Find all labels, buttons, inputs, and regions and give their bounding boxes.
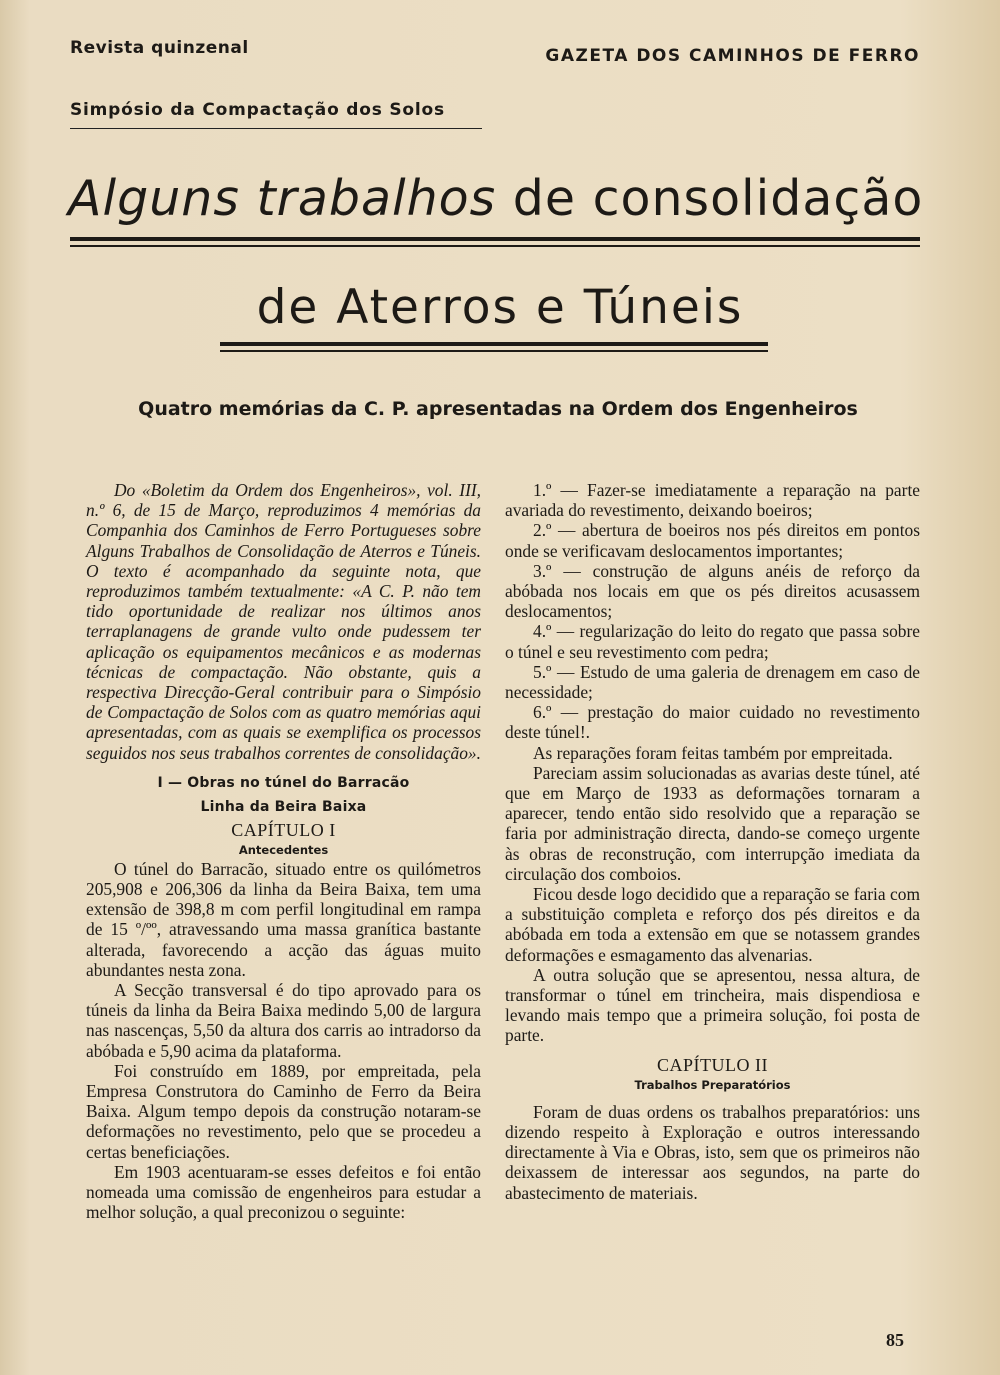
title2-rule-thin — [220, 350, 768, 352]
chapter-heading: CAPÍTULO II — [657, 1054, 768, 1075]
list-item: 4.º — regularização do leito do regato que passa sobre o túnel e seu revestimento com pedra; — [505, 621, 920, 662]
list-item: 1.º — Fazer-se imediatamente a reparação na parte avariada do revestimento, deixando boeiros; — [505, 480, 920, 521]
title-word-4: consolidação — [592, 170, 924, 227]
list-item: 5.º — Estudo de uma galeria de drenagem em caso de necessidade; — [505, 661, 920, 703]
section-heading: I — Obras no túnel do Barracão — [157, 774, 410, 791]
body-paragraph: O túnel do Barracão, situado entre os quilómetros 205,908 e 206,306 da linha da Beira Baixa, tem uma extensão de 398,8 m com perfil longitudinal em rampa de 15 º/ºº, atravessando uma massa granítica bastante alterada, favorecendo a acção das águas muito abundantes nesta zona. — [86, 858, 481, 980]
body-paragraph: As reparações foram feitas também por empreitada. — [533, 742, 893, 763]
body-paragraph: Ficou desde logo decidido que a reparação se faria com a substituição completa e reforço dos pés direitos e da abóbada em toda a extensão em que se notassem grandes deformações e esmagamento das alvenarias. — [505, 884, 920, 965]
header-magazine-title: GAZETA DOS CAMINHOS DE FERRO — [545, 46, 920, 66]
spacer — [505, 1046, 920, 1054]
body-paragraph: Foi construído em 1889, por empreitada, pela Empresa Construtora do Caminho de Ferro da Beira Baixa. Algum tempo depois da construção notaram-se deformações no revestimento, pelo que se procedeu a certas beneficiações. — [86, 1060, 481, 1162]
article-title-line1 — [68, 170, 923, 227]
section-label-rule — [70, 128, 482, 129]
right-column — [505, 480, 920, 1203]
intro-paragraph: Do «Boletim da Ordem dos Engenheiros», vol. III, n.º 6, de 15 de Março, reproduzimos 4 memórias da Companhia dos Caminhos de Ferro Portugueses sobre Alguns Trabalhos de Consolidação de Aterros e Túneis. O texto é acompanhado da seguinte nota, que reproduzimos também textualmente: «A C. P. não tem tido oportunidade de realizar nos últimos anos terraplanagens de grande vulto onde pudessem ter aplicação os equipamentos mecânicos e as modernas técnicas de compactação. Não obstante, quis a respectiva Direcção-Geral contribuir para o Simpósio de Compactação de Solos com as quatro memórias aqui apresentadas, com as quais se exemplifica os processos seguidos nos seus trabalhos correntes de consolidação». — [86, 480, 481, 763]
list-item: 2.º — abertura de boeiros nos pés direitos em pontos onde se verificavam deslocamentos importantes; — [505, 520, 920, 561]
spacer — [505, 1094, 920, 1102]
body-paragraph: Pareciam assim solucionadas as avarias deste túnel, até que em Março de 1933 as deformações tornaram a aparecer, tendo então sido resolvido que a reparação se faria por administração directa, dando-se começo urgente às obras de reconstrução, com interrupção imediata da circulação dos comboios. — [505, 762, 920, 884]
left-column — [86, 480, 481, 1223]
title2-rule-thick — [220, 342, 768, 346]
list-item: 6.º — prestação do maior cuidado no revestimento deste túnel!. — [505, 702, 920, 743]
article-title-line2: de Aterros e Túneis — [256, 280, 744, 335]
body-paragraph: A outra solução que se apresentou, nessa altura, de transformar o túnel em trincheira, mais dispendiosa e levando mais tempo que a primeira solução, foi posta de parte. — [505, 964, 920, 1046]
title-rule-thin — [70, 245, 920, 247]
subsection-heading: Antecedentes — [238, 842, 329, 857]
title-word-2: trabalhos — [256, 170, 497, 227]
list-item: 3.º — construção de alguns anéis de reforço da abóbada nos locais em que os pés direitos acusassem deslocamentos; — [505, 560, 920, 622]
body-paragraph: A Secção transversal é do tipo aprovado para os túneis da linha da Beira Baixa medindo 5,00 de largura nas nascenças, 5,50 da altura dos carris ao intradorso da abóbada e 5,90 acima da plataforma. — [86, 980, 481, 1061]
section-heading-line: Linha da Beira Baixa — [200, 798, 367, 815]
header-periodicity: Revista quinzenal — [70, 38, 249, 58]
body-paragraph: Foram de duas ordens os trabalhos preparatórios: uns dizendo respeito à Exploração e outros interessando directamente à Via e Obras, isto, sem que os primeiros não deixassem de interessar aos segundos, na parte do abastecimento de materiais. — [505, 1101, 920, 1203]
section-label: Simpósio da Compactação dos Solos — [70, 100, 445, 120]
title-word-3: de — [512, 170, 576, 227]
article-subtitle: Quatro memórias da C. P. apresentadas na Ordem dos Engenheiros — [138, 398, 858, 420]
subsection-heading: Trabalhos Preparatórios — [634, 1077, 791, 1092]
page-number: 85 — [886, 1330, 904, 1350]
title-word-1: Alguns — [68, 170, 240, 227]
spacer — [86, 763, 481, 771]
title-rule-thick — [70, 237, 920, 241]
body-paragraph: Em 1903 acentuaram-se esses defeitos e foi então nomeada uma comissão de engenheiros para estudar a melhor solução, a qual preconizou o seguinte: — [86, 1161, 481, 1223]
chapter-heading: CAPÍTULO I — [231, 819, 336, 840]
